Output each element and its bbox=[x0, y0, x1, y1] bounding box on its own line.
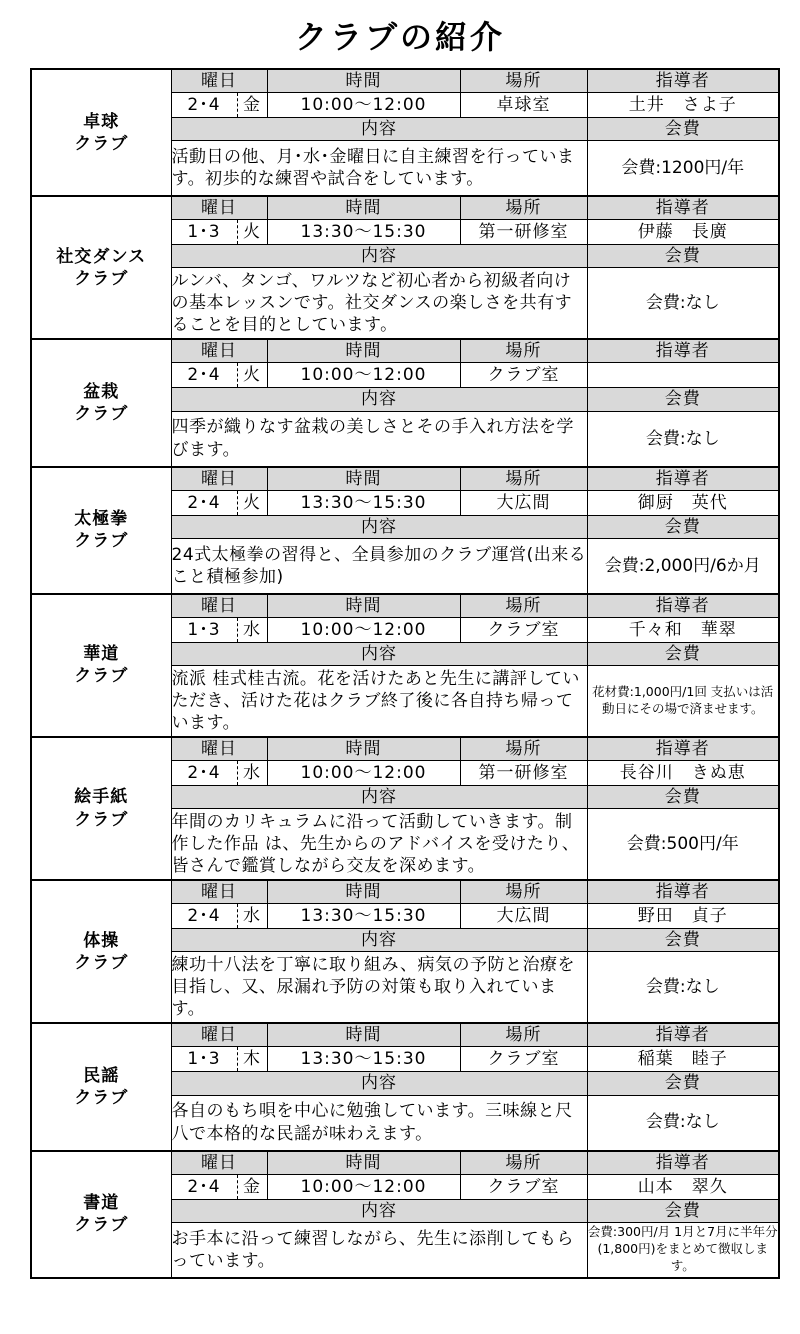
header-instructor: 指導者 bbox=[587, 594, 779, 618]
header-fee: 会費 bbox=[587, 929, 779, 952]
club-name-cell bbox=[31, 737, 171, 880]
club-suffix: クラブ bbox=[74, 666, 129, 687]
club-suffix: クラブ bbox=[74, 809, 129, 830]
header-fee: 会費 bbox=[587, 515, 779, 538]
header-fee: 会費 bbox=[587, 245, 779, 268]
club-block bbox=[31, 196, 779, 339]
meeting-day: 金 bbox=[237, 93, 267, 118]
meeting-day: 水 bbox=[237, 617, 267, 642]
header-content: 内容 bbox=[171, 118, 587, 141]
instructor-name bbox=[587, 363, 779, 388]
header-content: 内容 bbox=[171, 245, 587, 268]
meeting-day: 水 bbox=[237, 761, 267, 786]
club-fee: 会費:300円/月 1月と7月に半年分(1,800円)をまとめて徴収します。 bbox=[587, 1222, 779, 1278]
club-fee: 会費:なし bbox=[587, 268, 779, 340]
club-name-cell bbox=[31, 467, 171, 594]
club-block bbox=[31, 737, 779, 880]
header-content: 内容 bbox=[171, 388, 587, 411]
meeting-weeks: 2･4 bbox=[171, 490, 237, 515]
meeting-time: 10:00～12:00 bbox=[267, 363, 460, 388]
instructor-name: 伊藤 長廣 bbox=[587, 220, 779, 245]
meeting-place: 第一研修室 bbox=[460, 761, 587, 786]
header-place: 場所 bbox=[460, 737, 587, 761]
meeting-place: 卓球室 bbox=[460, 93, 587, 118]
club-name: 書道 bbox=[83, 1193, 120, 1213]
header-days: 曜日 bbox=[171, 339, 267, 363]
header-time: 時間 bbox=[267, 1023, 460, 1047]
meeting-weeks: 2･4 bbox=[171, 761, 237, 786]
instructor-name: 千々和 華翠 bbox=[587, 617, 779, 642]
meeting-time: 13:30～15:30 bbox=[267, 220, 460, 245]
header-instructor: 指導者 bbox=[587, 1023, 779, 1047]
club-fee: 会費:1200円/年 bbox=[587, 141, 779, 197]
header-instructor: 指導者 bbox=[587, 196, 779, 220]
header-days: 曜日 bbox=[171, 594, 267, 618]
meeting-time: 13:30～15:30 bbox=[267, 490, 460, 515]
meeting-time: 10:00～12:00 bbox=[267, 761, 460, 786]
header-content: 内容 bbox=[171, 515, 587, 538]
club-description: お手本に沿って練習しながら、先生に添削してもらっています。 bbox=[171, 1222, 587, 1278]
club-block bbox=[31, 69, 779, 196]
club-block bbox=[31, 1151, 779, 1278]
header-days: 曜日 bbox=[171, 737, 267, 761]
club-fee: 会費:500円/年 bbox=[587, 809, 779, 881]
club-suffix: クラブ bbox=[74, 952, 129, 973]
header-days: 曜日 bbox=[171, 1151, 267, 1175]
header-place: 場所 bbox=[460, 594, 587, 618]
page-title: クラブの紹介 bbox=[294, 18, 505, 56]
meeting-place: クラブ室 bbox=[460, 363, 587, 388]
club-fee: 会費:2,000円/6か月 bbox=[587, 538, 779, 594]
club-name-cell bbox=[31, 880, 171, 1023]
header-time: 時間 bbox=[267, 737, 460, 761]
header-place: 場所 bbox=[460, 880, 587, 904]
club-name-cell bbox=[31, 594, 171, 737]
club-suffix: クラブ bbox=[74, 403, 129, 424]
meeting-place: クラブ室 bbox=[460, 617, 587, 642]
meeting-place: 大広間 bbox=[460, 490, 587, 515]
header-time: 時間 bbox=[267, 339, 460, 363]
header-instructor: 指導者 bbox=[587, 339, 779, 363]
header-instructor: 指導者 bbox=[587, 69, 779, 93]
club-name: 体操 bbox=[83, 930, 120, 951]
header-place: 場所 bbox=[460, 467, 587, 491]
club-block bbox=[31, 1023, 779, 1150]
meeting-place: クラブ室 bbox=[460, 1174, 587, 1199]
instructor-name: 稲葉 睦子 bbox=[587, 1047, 779, 1072]
club-fee: 会費:なし bbox=[587, 952, 779, 1024]
header-place: 場所 bbox=[460, 339, 587, 363]
club-name-cell bbox=[31, 339, 171, 466]
instructor-name: 野田 貞子 bbox=[587, 904, 779, 929]
club-name-cell bbox=[31, 1023, 171, 1150]
club-description: ルンバ、タンゴ、ワルツなど初心者から初級者向けの基本レッスンです。社交ダンスの楽しさを共有することを目的としています。 bbox=[171, 268, 587, 340]
meeting-time: 13:30～15:30 bbox=[267, 904, 460, 929]
meeting-day: 火 bbox=[237, 490, 267, 515]
header-place: 場所 bbox=[460, 1023, 587, 1047]
header-days: 曜日 bbox=[171, 467, 267, 491]
club-suffix: クラブ bbox=[74, 1215, 129, 1236]
club-fee: 会費:なし bbox=[587, 1095, 779, 1151]
header-days: 曜日 bbox=[171, 1023, 267, 1047]
meeting-day: 木 bbox=[237, 1047, 267, 1072]
header-time: 時間 bbox=[267, 594, 460, 618]
club-block bbox=[31, 880, 779, 1023]
header-time: 時間 bbox=[267, 467, 460, 491]
header-time: 時間 bbox=[267, 196, 460, 220]
header-instructor: 指導者 bbox=[587, 737, 779, 761]
header-place: 場所 bbox=[460, 69, 587, 93]
meeting-day: 水 bbox=[237, 904, 267, 929]
header-content: 内容 bbox=[171, 1072, 587, 1095]
club-description: 練功十八法を丁寧に取り組み、病気の予防と治療を目指し、又、尿漏れ予防の対策も取り入れています。 bbox=[171, 952, 587, 1024]
meeting-time: 10:00～12:00 bbox=[267, 617, 460, 642]
club-block bbox=[31, 339, 779, 466]
header-days: 曜日 bbox=[171, 69, 267, 93]
meeting-day: 火 bbox=[237, 363, 267, 388]
club-name: 絵手紙 bbox=[74, 787, 129, 808]
meeting-day: 火 bbox=[237, 220, 267, 245]
club-block bbox=[31, 467, 779, 594]
club-name: 華道 bbox=[83, 644, 120, 665]
header-fee: 会費 bbox=[587, 388, 779, 411]
header-time: 時間 bbox=[267, 1151, 460, 1175]
club-name: 卓球 bbox=[83, 111, 120, 132]
header-fee: 会費 bbox=[587, 642, 779, 665]
header-days: 曜日 bbox=[171, 196, 267, 220]
header-fee: 会費 bbox=[587, 786, 779, 809]
header-place: 場所 bbox=[460, 1151, 587, 1175]
club-name: 民謡 bbox=[83, 1065, 120, 1086]
meeting-weeks: 1･3 bbox=[171, 1047, 237, 1072]
header-content: 内容 bbox=[171, 1199, 587, 1222]
club-name: 太極拳 bbox=[74, 509, 129, 530]
club-fee: 会費:なし bbox=[587, 411, 779, 467]
header-content: 内容 bbox=[171, 786, 587, 809]
meeting-place: 第一研修室 bbox=[460, 220, 587, 245]
header-fee: 会費 bbox=[587, 1072, 779, 1095]
meeting-weeks: 2･4 bbox=[171, 363, 237, 388]
meeting-weeks: 1･3 bbox=[171, 617, 237, 642]
meeting-place: クラブ室 bbox=[460, 1047, 587, 1072]
meeting-weeks: 2･4 bbox=[171, 904, 237, 929]
club-description: 流派 桂式桂古流。花を活けたあと先生に講評していただき、活けた花はクラブ終了後に各自持ち帰っています。 bbox=[171, 665, 587, 737]
meeting-weeks: 2･4 bbox=[171, 1174, 237, 1199]
header-time: 時間 bbox=[267, 880, 460, 904]
club-suffix: クラブ bbox=[74, 268, 129, 289]
club-fee: 花材費:1,000円/1回 支払いは活動日にその場で済ませます。 bbox=[587, 665, 779, 737]
meeting-time: 10:00～12:00 bbox=[267, 93, 460, 118]
club-description: 各自のもち唄を中心に勉強しています。三味線と尺八で本格的な民謡が味わえます。 bbox=[171, 1095, 587, 1151]
header-content: 内容 bbox=[171, 642, 587, 665]
instructor-name: 長谷川 きぬ恵 bbox=[587, 761, 779, 786]
meeting-weeks: 2･4 bbox=[171, 93, 237, 118]
header-fee: 会費 bbox=[587, 118, 779, 141]
meeting-time: 10:00～12:00 bbox=[267, 1174, 460, 1199]
club-suffix: クラブ bbox=[74, 133, 129, 154]
club-description: 四季が織りなす盆栽の美しさとその手入れ方法を学びます。 bbox=[171, 411, 587, 467]
club-name: 盆栽 bbox=[83, 381, 120, 402]
club-name-cell bbox=[31, 69, 171, 196]
header-place: 場所 bbox=[460, 196, 587, 220]
instructor-name: 御厨 英代 bbox=[587, 490, 779, 515]
club-suffix: クラブ bbox=[74, 1087, 129, 1108]
club-description: 24式太極拳の習得と、全員参加のクラブ運営(出来ること積極参加) bbox=[171, 538, 587, 594]
club-block bbox=[31, 594, 779, 737]
meeting-day: 金 bbox=[237, 1174, 267, 1199]
club-name-cell bbox=[31, 1151, 171, 1278]
meeting-weeks: 1･3 bbox=[171, 220, 237, 245]
header-instructor: 指導者 bbox=[587, 467, 779, 491]
header-time: 時間 bbox=[267, 69, 460, 93]
club-suffix: クラブ bbox=[74, 531, 129, 552]
club-description: 年間のカリキュラムに沿って活動していきます。制作した作品 は、先生からのアドバイスを受けたり、皆さんで鑑賞しながら交友を深めます。 bbox=[171, 809, 587, 881]
club-table bbox=[30, 68, 780, 1279]
header-fee: 会費 bbox=[587, 1199, 779, 1222]
instructor-name: 土井 さよ子 bbox=[587, 93, 779, 118]
header-content: 内容 bbox=[171, 929, 587, 952]
instructor-name: 山本 翠久 bbox=[587, 1174, 779, 1199]
header-instructor: 指導者 bbox=[587, 1151, 779, 1175]
club-name: 社交ダンス bbox=[56, 246, 147, 267]
meeting-place: 大広間 bbox=[460, 904, 587, 929]
club-name-cell bbox=[31, 196, 171, 339]
header-days: 曜日 bbox=[171, 880, 267, 904]
header-instructor: 指導者 bbox=[587, 880, 779, 904]
meeting-time: 13:30～15:30 bbox=[267, 1047, 460, 1072]
club-description: 活動日の他、月･水･金曜日に自主練習を行っています。初歩的な練習や試合をしています。 bbox=[171, 141, 587, 197]
